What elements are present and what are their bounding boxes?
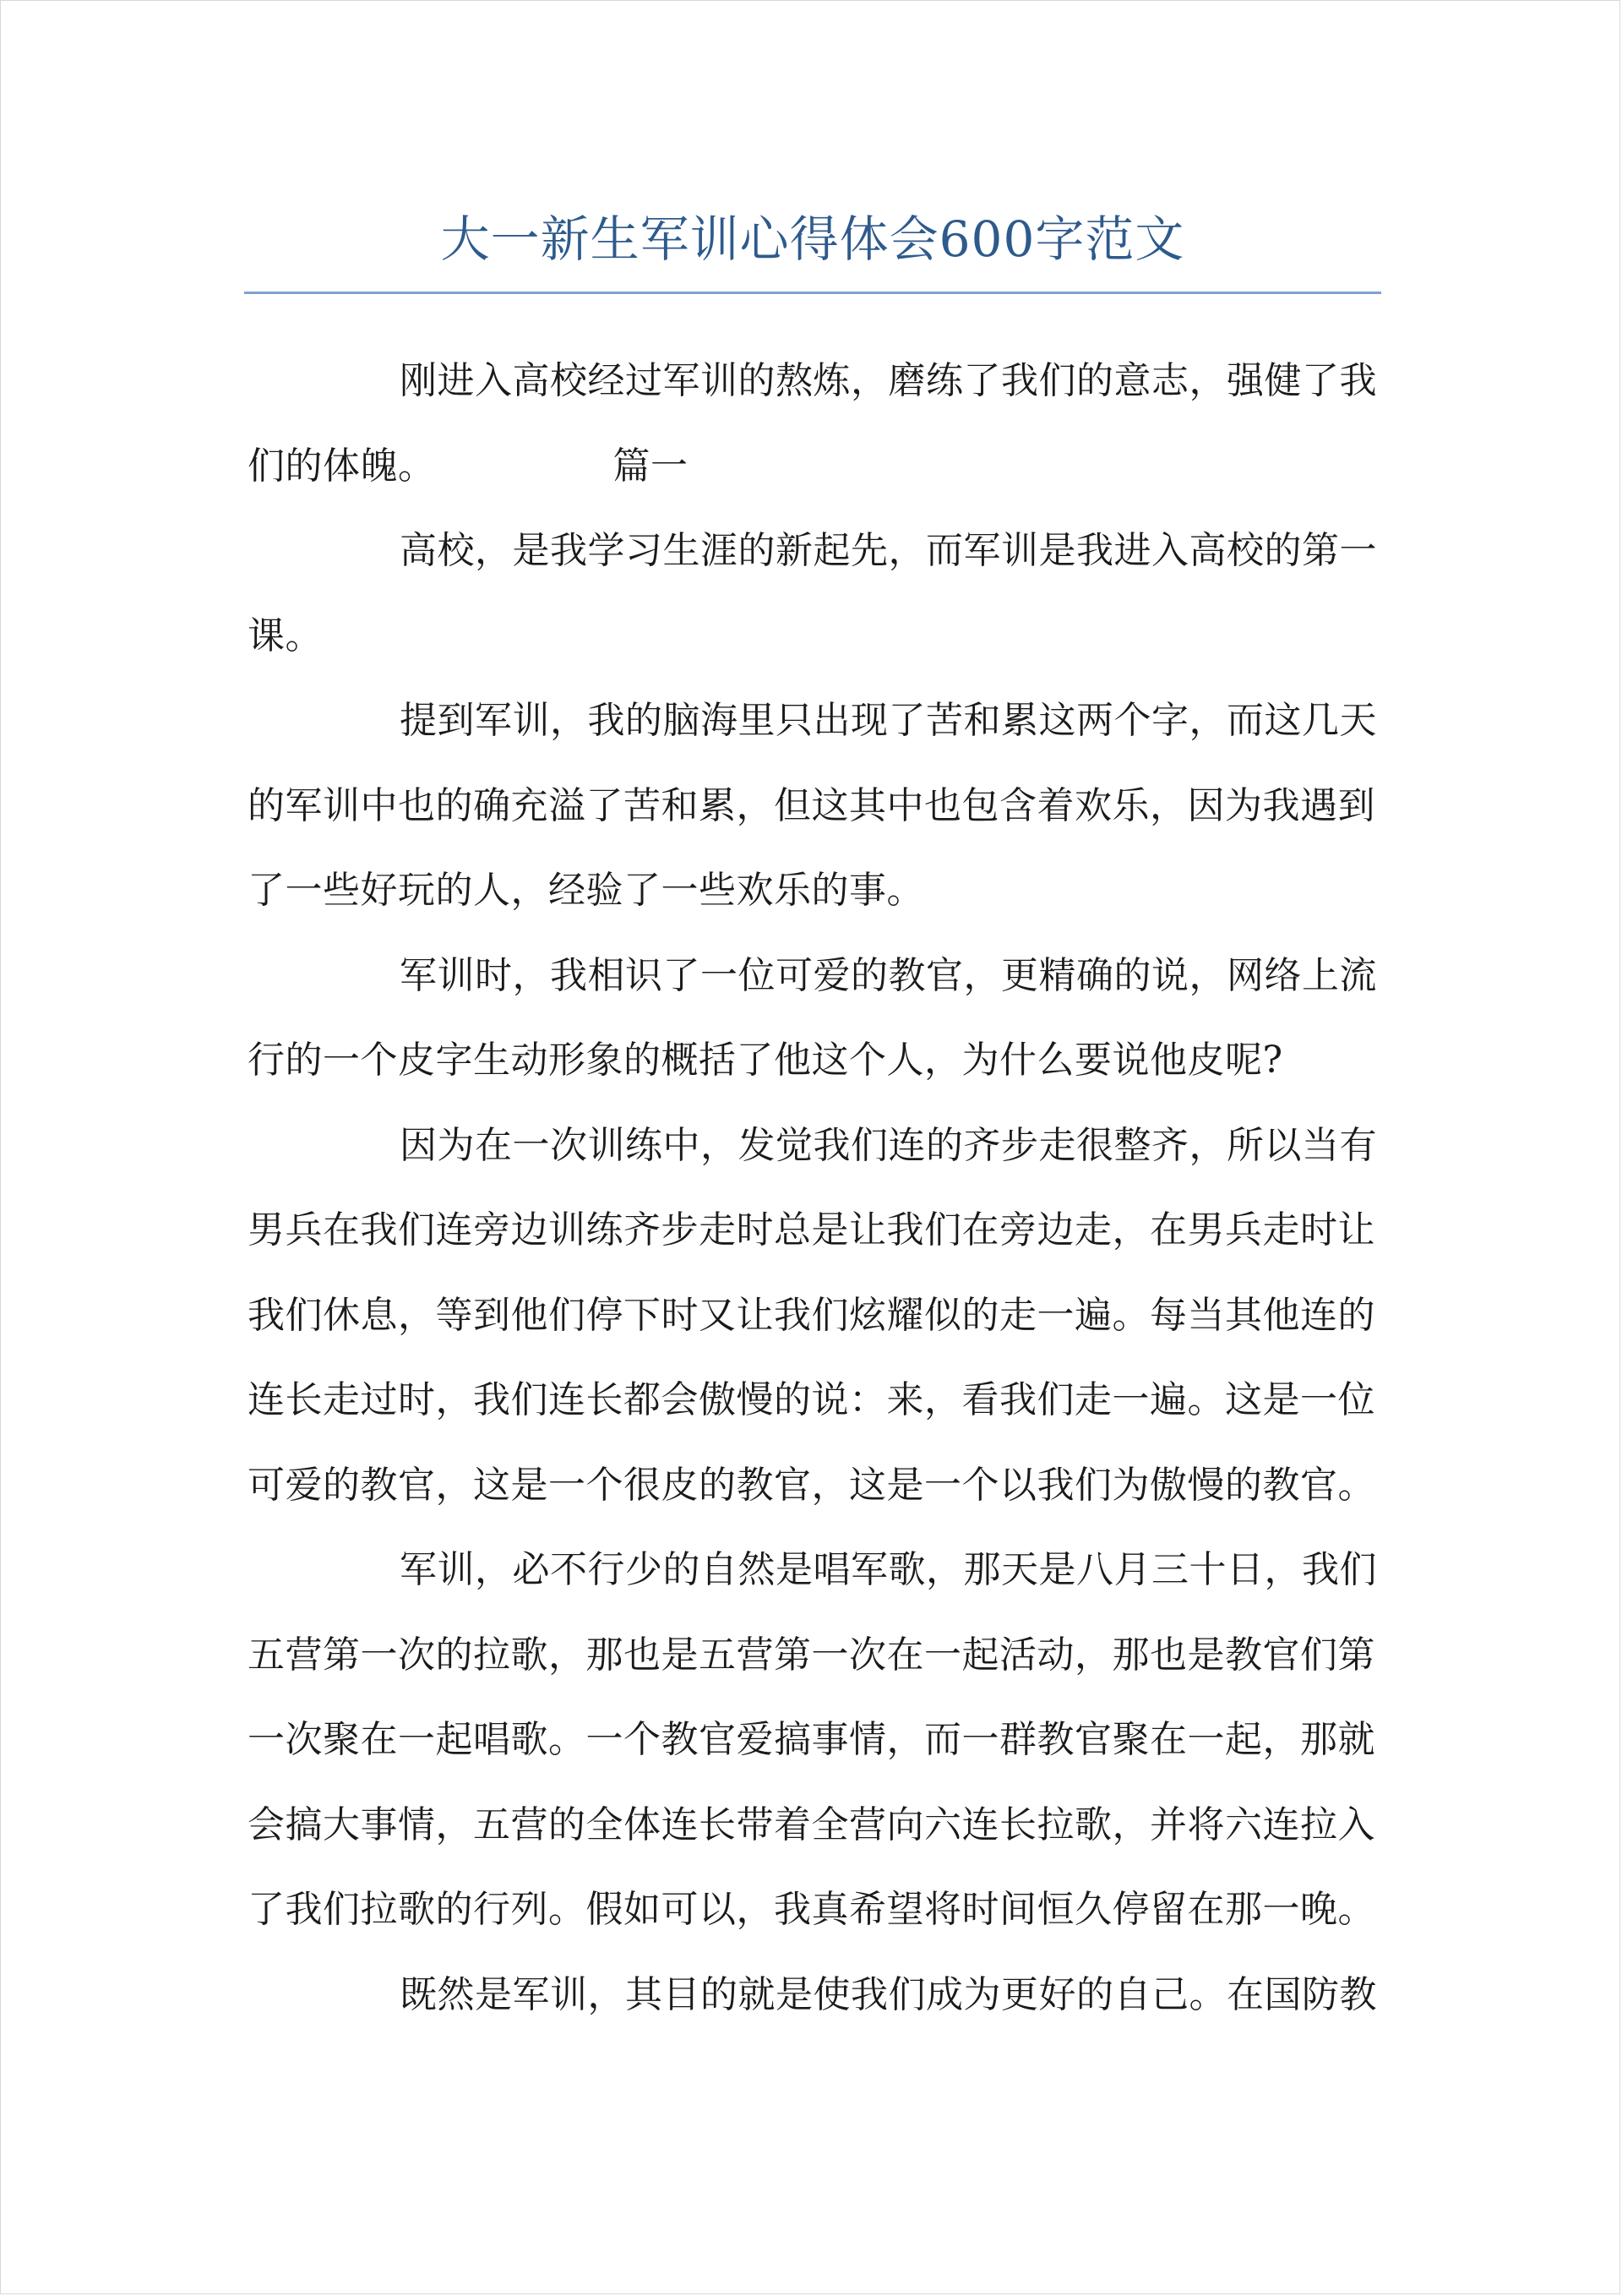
paragraph-line: 会搞大事情，五营的全体连长带着全营向六连长拉歌，并将六连拉入 xyxy=(248,1802,1375,1846)
paragraph-line xyxy=(248,424,1380,510)
paragraph-line: 男兵在我们连旁边训练齐步走时总是让我们在旁边走，在男兵走时让 xyxy=(248,1208,1375,1252)
paragraph-line: 军训，必不行少的自然是唱军歌，那天是八月三十日，我们 xyxy=(400,1548,1377,1591)
paragraph-line: 我们休息，等到他们停下时又让我们炫耀似的走一遍。每当其他连的 xyxy=(248,1293,1375,1337)
paragraph-line: 高校，是我学习生涯的新起先，而军训是我进入高校的第一 xyxy=(400,529,1377,572)
paragraph-line: 刚进入高校经过军训的熬炼，磨练了我们的意志，强健了我 xyxy=(400,359,1377,402)
paragraph-line: 提到军训，我的脑海里只出现了苦和累这两个字，而这几天 xyxy=(400,699,1377,742)
section-label: 篇一 xyxy=(612,444,689,488)
paragraph-line: 了我们拉歌的行列。假如可以，我真希望将时间恒久停留在那一晚。 xyxy=(248,1888,1375,1931)
paragraph-line: 行的一个皮字生动形象的概括了他这个人，为什么要说他皮呢? xyxy=(248,1039,1283,1082)
paragraph-line: 了一些好玩的人，经验了一些欢乐的事。 xyxy=(248,869,924,912)
paragraph-line: 既然是军训，其目的就是使我们成为更好的自己。在国防教 xyxy=(400,1972,1377,2016)
document-body xyxy=(248,339,1380,2037)
title-underline xyxy=(244,292,1381,294)
paragraph-line-text: 们的体魄。 xyxy=(248,444,436,488)
paragraph-line: 的军训中也的确充溢了苦和累，但这其中也包含着欢乐，因为我遇到 xyxy=(248,783,1375,827)
paragraph-line: 军训时，我相识了一位可爱的教官，更精确的说，网络上流 xyxy=(400,953,1377,997)
paragraph-line: 连长走过时，我们连长都会傲慢的说：来，看我们走一遍。这是一位 xyxy=(248,1378,1375,1421)
paragraph-line: 可爱的教官，这是一个很皮的教官，这是一个以我们为傲慢的教官。 xyxy=(248,1463,1375,1507)
paragraph-line: 五营第一次的拉歌，那也是五营第一次在一起活动，那也是教官们第 xyxy=(248,1633,1375,1677)
paragraph-line: 课。 xyxy=(248,614,323,657)
document-title: 大一新生军训心得体会600字范文 xyxy=(440,210,1185,268)
paragraph-line: 因为在一次训练中，发觉我们连的齐步走很整齐，所以当有 xyxy=(400,1123,1377,1167)
paragraph-line: 一次聚在一起唱歌。一个教官爱搞事情，而一群教官聚在一起，那就 xyxy=(248,1718,1375,1761)
